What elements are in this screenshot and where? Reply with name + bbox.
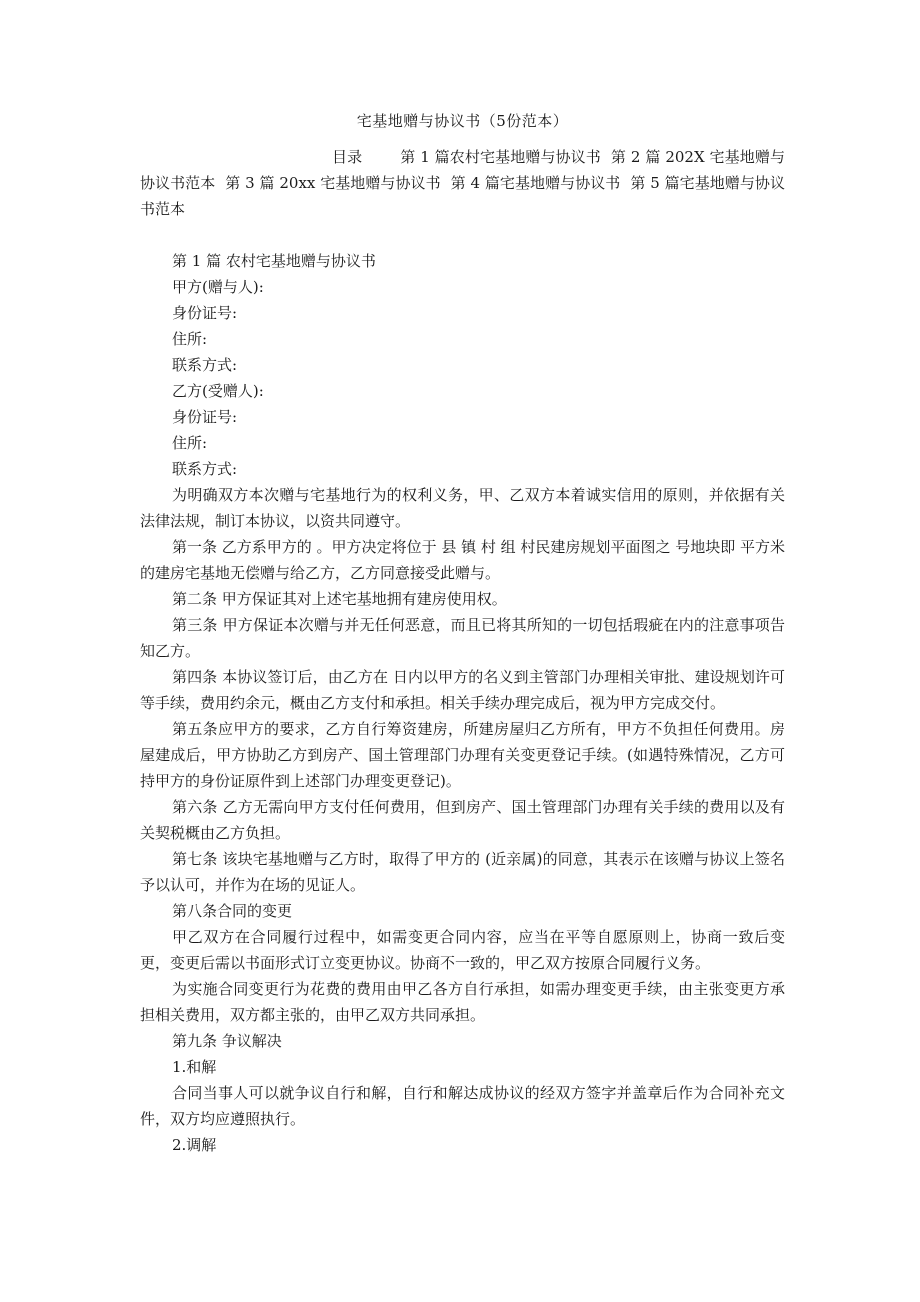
article-1: 第一条 乙方系甲方的 。甲方决定将位于 县 镇 村 组 村民建房规划平面图之 号地块即 平方米的建房宅基地无偿赠与给乙方，乙方同意接受此赠与。 [140, 538, 785, 582]
document-title: 宅基地赠与协议书（5份范本） [356, 112, 569, 130]
preamble-paragraph: 为明确双方本次赠与宅基地行为的权利义务，甲、乙双方本着诚实信用的原则，并依据有关法律法规，制订本协议，以资共同遵守。 [140, 486, 785, 530]
toc-item[interactable]: 第 5 篇宅基地赠与协议书范本 [140, 174, 785, 218]
article-5: 第五条应甲方的要求，乙方自行筹资建房，所建房屋归乙方所有，甲方不负担任何费用。房屋建成后，甲方协助乙方到房产、国土管理部门办理有关变更登记手续。(如遇特殊情况，乙方可持甲方的身份证原件到上述部门办理变更登记)。 [140, 720, 785, 790]
party-b-id-field: 身份证号: [172, 408, 238, 426]
article-8-paragraph: 甲乙双方在合同履行过程中，如需变更合同内容，应当在平等自愿原则上，协商一致后变更，变更后需以书面形式订立变更协议。协商不一致的，甲乙双方按原合同履行义务。 [140, 928, 785, 972]
table-of-contents [140, 144, 785, 222]
party-b-contact-field: 联系方式: [172, 460, 238, 478]
toc-item[interactable]: 第 2 篇 202X 宅基地赠与协议书范本 [140, 148, 785, 192]
article-2: 第二条 甲方保证其对上述宅基地拥有建房使用权。 [172, 590, 507, 608]
article-9-item-heading: 1.和解 [172, 1058, 217, 1076]
party-a-address-field: 住所: [172, 330, 208, 348]
article-6: 第六条 乙方无需向甲方支付任何费用，但到房产、国土管理部门办理有关手续的费用以及有关契税概由乙方负担。 [140, 798, 785, 842]
article-4: 第四条 本协议签订后，由乙方在 日内以甲方的名义到主管部门办理相关审批、建设规划许可等手续，费用约余元，概由乙方支付和承担。相关手续办理完成后，视为甲方完成交付。 [140, 668, 785, 712]
document-page [140, 108, 785, 1158]
party-b-label: 乙方(受赠人): [172, 382, 264, 400]
toc-item[interactable]: 第 4 篇宅基地赠与协议书 [450, 174, 621, 192]
party-a-label: 甲方(赠与人): [172, 278, 264, 296]
article-8-paragraph: 为实施合同变更行为花费的费用由甲乙各方自行承担，如需办理变更手续，由主张变更方承担相关费用，双方都主张的，由甲乙双方共同承担。 [140, 980, 785, 1024]
article-9-item-heading: 2.调解 [172, 1136, 217, 1154]
section-heading: 第 1 篇 农村宅基地赠与协议书 [172, 252, 376, 270]
article-9-heading: 第九条 争议解决 [172, 1032, 282, 1050]
toc-label: 目录 [332, 148, 363, 166]
article-9-item-text: 合同当事人可以就争议自行和解，自行和解达成协议的经双方签字并盖章后作为合同补充文件，双方均应遵照执行。 [140, 1084, 785, 1128]
toc-item[interactable]: 第 3 篇 20xx 宅基地赠与协议书 [225, 174, 441, 192]
blank-line [140, 222, 785, 248]
party-a-id-field: 身份证号: [172, 304, 238, 322]
article-8-heading: 第八条合同的变更 [172, 902, 293, 920]
party-b-address-field: 住所: [172, 434, 208, 452]
article-7: 第七条 该块宅基地赠与乙方时，取得了甲方的 (近亲属)的同意，其表示在该赠与协议上签名予以认可，并作为在场的见证人。 [140, 850, 785, 894]
toc-item[interactable]: 第 1 篇农村宅基地赠与协议书 [400, 148, 601, 166]
article-3: 第三条 甲方保证本次赠与并无任何恶意，而且已将其所知的一切包括瑕疵在内的注意事项告知乙方。 [140, 616, 785, 660]
party-a-contact-field: 联系方式: [172, 356, 238, 374]
